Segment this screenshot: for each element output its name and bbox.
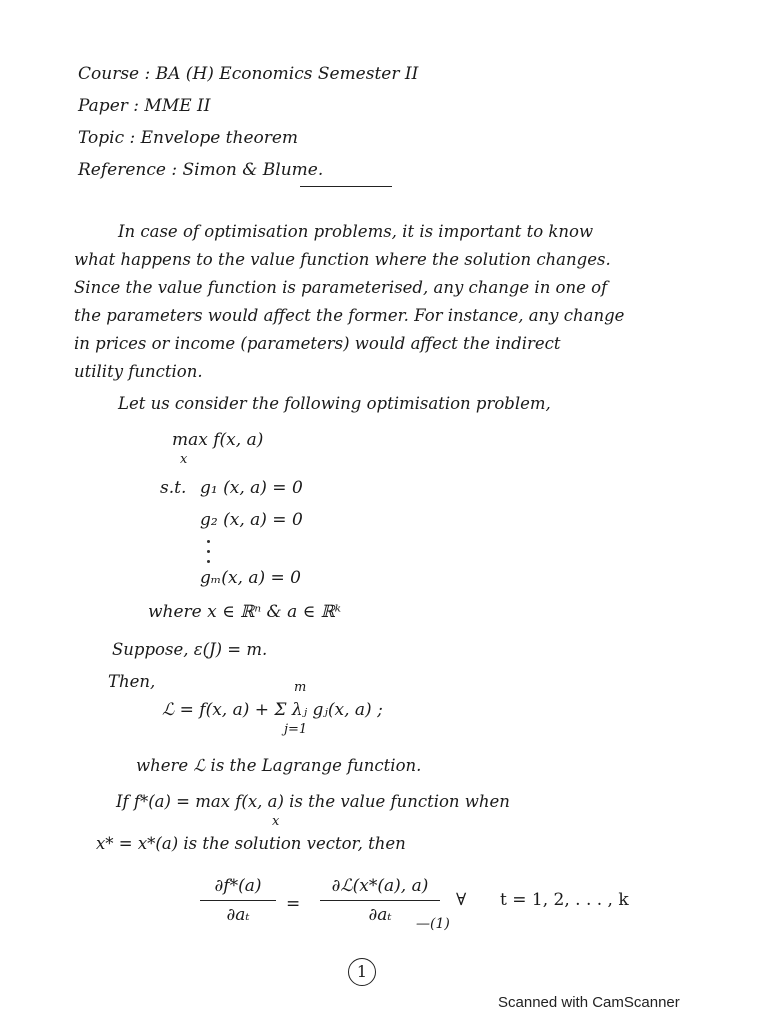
equals-sign: = — [286, 894, 301, 914]
paragraph-line-3: Since the value function is parameterised, any change in one of — [74, 278, 608, 297]
value-function-line: If f*(a) = max f(x, a) is the value function when — [116, 792, 510, 811]
course-line: Course : BA (H) Economics Semester II — [78, 64, 419, 84]
max-subscript: x — [272, 814, 280, 829]
objective: max f(x, a) — [172, 430, 264, 450]
lagrange-note: where ℒ is the Lagrange function. — [136, 756, 422, 775]
rhs-fraction-bar — [320, 900, 440, 901]
paragraph-line-2: what happens to the value function where the solution changes. — [74, 250, 611, 269]
lhs-denominator: ∂aₜ — [226, 905, 250, 925]
vertical-dot — [207, 540, 210, 543]
rhs-denominator: ∂aₜ — [368, 905, 392, 925]
suppose-line: Suppose, ε(J) = m. — [112, 640, 268, 659]
scanner-watermark: Scanned with CamScanner — [498, 994, 680, 1011]
st-label: s.t. — [160, 478, 187, 498]
objective-subscript: x — [180, 452, 188, 467]
paper-line: Paper : MME II — [78, 96, 211, 116]
lhs-fraction — [200, 876, 276, 925]
paragraph-line-5: in prices or income (parameters) would affect the indirect — [74, 334, 561, 353]
vertical-dot — [207, 560, 210, 563]
vertical-dot — [207, 550, 210, 553]
solution-vector-line: x* = x*(a) is the solution vector, then — [96, 834, 406, 853]
lhs-fraction-bar — [200, 900, 276, 901]
constraint-1: g₁ (x, a) = 0 — [200, 478, 303, 498]
forall-symbol: ∀ — [456, 890, 467, 910]
intro-line: Let us consider the following optimisation problem, — [118, 394, 551, 413]
page-number: 1 — [348, 958, 376, 986]
then-line: Then, — [108, 672, 156, 691]
paragraph-line-6: utility function. — [74, 362, 203, 381]
sum-lower-limit: j=1 — [284, 722, 308, 737]
paragraph-line-4: the parameters would affect the former. For instance, any change — [74, 306, 625, 325]
rhs-numerator: ∂ℒ(x*(a), a) — [331, 876, 429, 896]
sum-upper-limit: m — [294, 680, 307, 695]
constraint-2: g₂ (x, a) = 0 — [200, 510, 303, 530]
topic-line: Topic : Envelope theorem — [78, 128, 299, 148]
index-range: t = 1, 2, . . . , k — [500, 890, 629, 910]
header-divider — [300, 186, 392, 187]
constraint-m: gₘ(x, a) = 0 — [200, 568, 301, 588]
lhs-numerator: ∂f*(a) — [214, 876, 262, 896]
lagrangian-expression: ℒ = f(x, a) + Σ λⱼ gⱼ(x, a) ; — [162, 700, 383, 720]
paragraph-line-1: In case of optimisation problems, it is important to know — [118, 222, 594, 241]
domain-line: where x ∈ ℝⁿ & a ∈ ℝᵏ — [148, 602, 341, 622]
reference-line: Reference : Simon & Blume. — [78, 160, 324, 180]
equation-label: —(1) — [416, 916, 450, 932]
